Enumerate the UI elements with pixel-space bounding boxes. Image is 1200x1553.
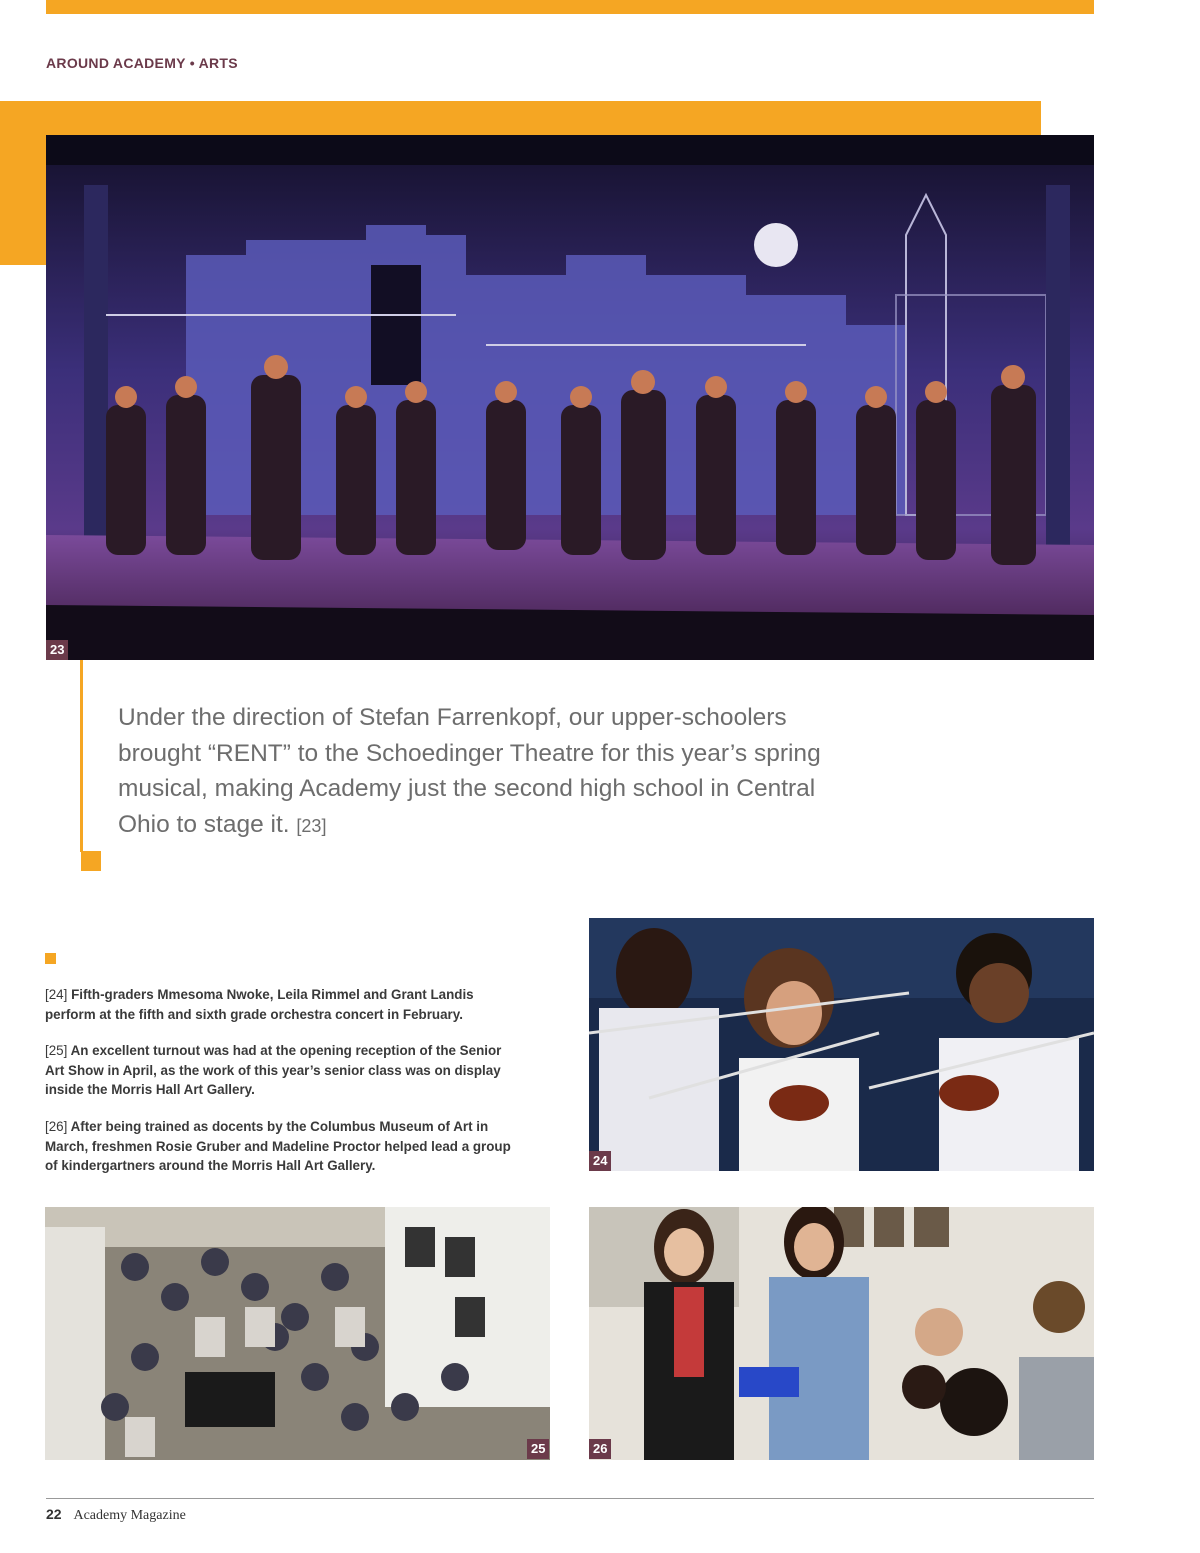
page-number: 22 (46, 1506, 62, 1522)
photo-docents (589, 1207, 1094, 1460)
photo-rent-stage (46, 135, 1094, 660)
orange-accent-band (0, 101, 1041, 135)
pull-quote-text: Under the direction of Stefan Farrenkopf, our upper-schoolers brought “RENT” to the Schoedinger Theatre for this year’s spring musical, making Academy just the second high school in Central Ohio to stage it. (118, 704, 821, 838)
photo-number-26: 26 (589, 1439, 611, 1459)
photo-orchestra (589, 918, 1094, 1171)
top-accent-bar (46, 0, 1094, 14)
captions (45, 985, 515, 1193)
photo-number-24: 24 (589, 1151, 611, 1171)
photo-number-25: 25 (527, 1439, 549, 1459)
footer-rule (46, 1498, 1094, 1499)
quote-square (81, 851, 101, 871)
photo-number-23: 23 (46, 640, 68, 660)
caption-25: [25] An excellent turnout was had at the opening reception of the Senior Art Show in April, as the work of this year’s senior class was on display inside the Morris Hall Art Gallery. (45, 1043, 502, 1098)
caption-24: [24] Fifth-graders Mmesoma Nwoke, Leila Rimmel and Grant Landis perform at the fifth and sixth grade orchestra concert in February. (45, 987, 474, 1022)
photo-art-show (45, 1207, 550, 1460)
section-label: AROUND ACADEMY • ARTS (46, 55, 238, 71)
caption-square (45, 953, 56, 964)
pull-quote (118, 700, 838, 844)
footer (46, 1506, 186, 1524)
quote-rule (80, 660, 83, 852)
caption-26: [26] After being trained as docents by the Columbus Museum of Art in March, freshmen Rosie Gruber and Madeline Proctor helped lead a group of kindergartners around the Morris Hall Art Gallery. (45, 1118, 511, 1174)
pull-quote-ref: [23] (296, 815, 327, 836)
magazine-name: Academy Magazine (73, 1508, 186, 1523)
